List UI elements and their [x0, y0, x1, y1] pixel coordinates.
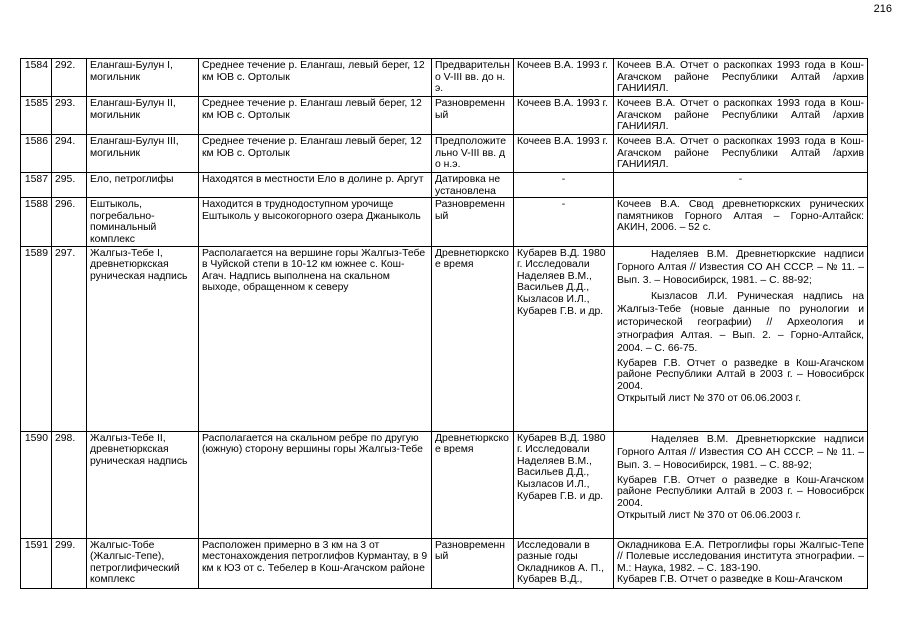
literature-entry: Наделяев В.М. Древнетюркские надписи Горного Алтая // Известия СО АН СССР. – № 11. – Вып. 3. – Новосибирск, 1981. – С. 88-92; [617, 248, 864, 286]
table-row [21, 431, 868, 538]
registry-number: 1588 [21, 198, 52, 246]
monument-researcher: - [514, 198, 614, 246]
literature-entry: Кочеев В.А. Отчет о раскопках 1993 года в Кош-Агачском районе Республики Алтай /архив ГАНИИЯЛ. [617, 136, 864, 171]
monument-location: Находится в труднодоступном урочище Ештыколь у высокогорного озера Джаныколь [199, 198, 432, 246]
monument-location: Располагается на скальном ребре по другую (южную) сторону вершины горы Жалгыз-Тебе [199, 431, 432, 538]
table-row [21, 59, 868, 97]
monument-dating: Разновременный [432, 97, 514, 135]
item-number: 292. [52, 59, 87, 97]
literature-entry: Кочеев В.А. Отчет о раскопках 1993 года в Кош-Агачском районе Республики Алтай /архив ГАНИИЯЛ. [617, 60, 864, 95]
monument-literature [614, 59, 868, 97]
literature-entry: Кубарев Г.В. Отчет о разведке в Кош-Агачском районе Республики Алтай в 2003 г. – Новосибрск 2004. [617, 474, 864, 509]
monument-literature [614, 246, 868, 431]
table-row [21, 97, 868, 135]
monument-literature [614, 198, 868, 246]
monument-literature [614, 538, 868, 588]
registry-number: 1589 [21, 246, 52, 431]
monument-researcher: - [514, 173, 614, 198]
monument-dating: Древнетюркское время [432, 431, 514, 538]
monuments-table [20, 58, 868, 589]
monument-researcher: Кубарев В.Д. 1980 г. Исследовали Наделяев В.М., Васильев Д.Д., Кызласов И.Л., Кубарев Г.В. и др. [514, 431, 614, 538]
literature-entry: Кочеев В.А. Отчет о раскопках 1993 года в Кош-Агачском районе Республики Алтай /архив ГАНИИЯЛ. [617, 98, 864, 133]
table-row [21, 173, 868, 198]
literature-entry: Открытый лист № 370 от 06.06.2003 г. [617, 510, 802, 522]
monument-name: Жалгыз-Тебе II, древнетюркская руническая надпись [87, 431, 199, 538]
monument-dating: Предположительно V-III вв. до н.э. [432, 135, 514, 173]
registry-number: 1587 [21, 173, 52, 198]
monument-researcher: Кубарев В.Д. 1980 г. Исследовали Наделяев В.М., Васильев Д.Д., Кызласов И.Л., Кубарев Г.В. и др. [514, 246, 614, 431]
literature-entry: Наделяев В.М. Древнетюркские надписи Горного Алтая // Известия СО АН СССР. – № 11. – Вып. 3. – Новосибирск, 1981. – С. 88-92; [617, 433, 864, 471]
table-row [21, 246, 868, 431]
registry-number: 1585 [21, 97, 52, 135]
monument-researcher: Исследовали в разные годы Окладников А. П., Кубарев В.Д., [514, 538, 614, 588]
monument-location: Находятся в местности Ело в долине р. Аргут [199, 173, 432, 198]
monument-dating: Датировка не установлена [432, 173, 514, 198]
monument-name: Елангаш-Булун III, могильник [87, 135, 199, 173]
monument-name: Ело, петроглифы [87, 173, 199, 198]
monument-literature [614, 173, 868, 198]
monument-name: Елангаш-Булун II, могильник [87, 97, 199, 135]
item-number: 293. [52, 97, 87, 135]
monument-name: Жалгыз-Тебе I, древнетюркская руническая надпись [87, 246, 199, 431]
literature-entry: Кубарев Г.В. Отчет о разведке в Кош-Агачском [617, 574, 843, 586]
literature-entry: Кызласов Л.И. Руническая надпись на Жалгыз-Тебе (новые данные по рунологии и исторической географии) // Археология и этнография Алтая. – Вып. 2. – Горно-Алтайск, 2004. – С. 66-75. [617, 290, 864, 354]
item-number: 299. [52, 538, 87, 588]
item-number: 298. [52, 431, 87, 538]
monument-dating: Разновременный [432, 538, 514, 588]
monument-literature [614, 97, 868, 135]
monument-researcher: Кочеев В.А. 1993 г. [514, 97, 614, 135]
monument-location: Среднее течение р. Елангаш, левый берег, 12 км ЮВ с. Ортолык [199, 59, 432, 97]
registry-number: 1591 [21, 538, 52, 588]
item-number: 295. [52, 173, 87, 198]
literature-entry: Открытый лист № 370 от 06.06.2003 г. [617, 393, 802, 405]
registry-number: 1590 [21, 431, 52, 538]
literature-entry: Кубарев Г.В. Отчет о разведке в Кош-Агачском районе Республики Алтай в 2003 г. – Новосибрск 2004. [617, 357, 864, 392]
table-row [21, 538, 868, 588]
monument-dating: Предварительно V-III вв. до н.э. [432, 59, 514, 97]
literature-entry: Окладникова Е.А. Петроглифы горы Жалгыс-Тепе // Полевые исследования института этнографии. – М.: Наука, 1982. – С. 183-190. [617, 539, 864, 574]
monument-name: Елангаш-Булун I, могильник [87, 59, 199, 97]
page-number: 216 [873, 3, 892, 15]
monument-literature [614, 135, 868, 173]
table-row [21, 135, 868, 173]
monument-location: Среднее течение р. Елангаш левый берег, 12 км ЮВ с. Ортолык [199, 135, 432, 173]
registry-number: 1586 [21, 135, 52, 173]
monument-literature [614, 431, 868, 538]
item-number: 297. [52, 246, 87, 431]
monument-name: Жалгыс-Тобе (Жалгыс-Тепе), петроглифический комплекс [87, 538, 199, 588]
registry-number: 1584 [21, 59, 52, 97]
monument-name: Ештыколь, погребально-поминальный комплекс [87, 198, 199, 246]
item-number: 296. [52, 198, 87, 246]
literature-entry: Кочеев В.А. Свод древнетюркских рунических памятников Горного Алтая – Горно-Алтайск: АКИН, 2006. – 52 с. [617, 199, 864, 234]
monument-location: Расположен примерно в 3 км на 3 от местонахождения петроглифов Курмантау, в 9 км к ЮЗ от с. Тебелер в Кош-Агачском районе [199, 538, 432, 588]
literature-entry: - [738, 174, 743, 185]
monument-dating: Древнетюркское время [432, 246, 514, 431]
item-number: 294. [52, 135, 87, 173]
table-row [21, 198, 868, 246]
monument-location: Среднее течение р. Елангаш левый берег, 12 км ЮВ с. Ортолык [199, 97, 432, 135]
monument-dating: Разновременный [432, 198, 514, 246]
monument-location: Располагается на вершине горы Жалгыз-Тебе в Чуйской степи в 10-12 км южнее с. Кош-Агач. Надпись выполнена на скальном выходе, обращенном к северу [199, 246, 432, 431]
monument-researcher: Кочеев В.А. 1993 г. [514, 135, 614, 173]
monument-researcher: Кочеев В.А. 1993 г. [514, 59, 614, 97]
